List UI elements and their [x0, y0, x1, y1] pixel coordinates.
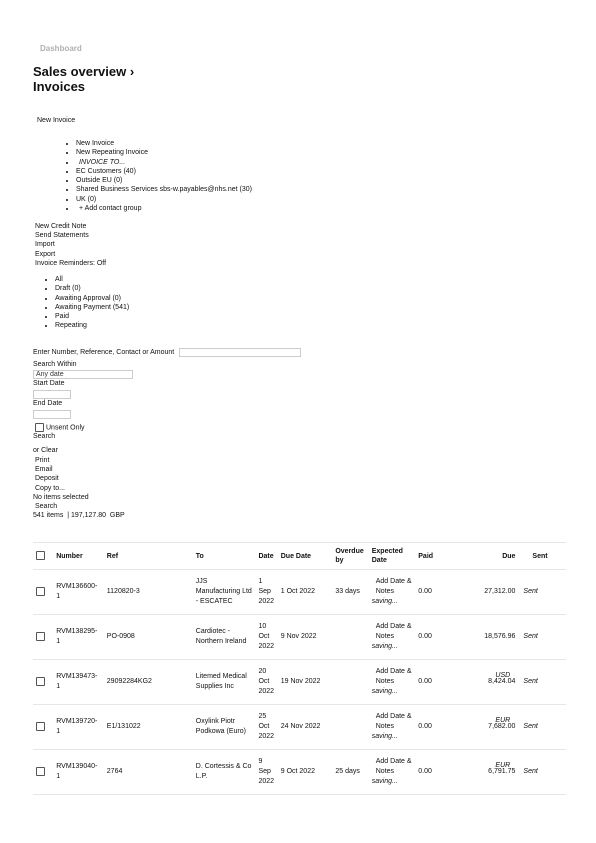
cell-due-date: 19 Nov 2022 — [278, 660, 333, 705]
cell-paid: 0.00 — [415, 660, 451, 705]
cell-due-date: 9 Nov 2022 — [278, 615, 333, 660]
row-select-cell[interactable] — [33, 615, 53, 660]
cell-overdue: 33 days — [332, 570, 368, 615]
cell-date: 10 Oct 2022 — [255, 615, 277, 660]
cell-date: 25 Oct 2022 — [255, 705, 277, 750]
cell-date: 20 Oct 2022 — [255, 660, 277, 705]
cell-overdue — [332, 705, 368, 750]
cell-expected-date — [369, 705, 416, 750]
cell-to[interactable]: Litemed Medical Supplies Inc — [193, 660, 256, 705]
cell-ref: 29092284KG2 — [104, 660, 193, 705]
sent-status: Sent — [523, 768, 538, 775]
col-overdue[interactable]: Overdue by — [332, 543, 368, 570]
cell-paid: 0.00 — [415, 615, 451, 660]
start-date-label: Start Date — [33, 380, 65, 387]
col-ref[interactable]: Ref — [104, 543, 193, 570]
table-row[interactable] — [33, 660, 566, 705]
action-2[interactable]: Send Statements — [35, 232, 89, 240]
add-date-notes-link[interactable]: Add Date & Notes — [375, 578, 412, 595]
saving-status: saving... — [371, 778, 398, 785]
cell-overdue — [332, 615, 368, 660]
cell-due-date: 24 Nov 2022 — [278, 705, 333, 750]
cell-date: 1 Sep 2022 — [255, 570, 277, 615]
search-button[interactable]: Search — [33, 433, 56, 440]
cell-due — [452, 750, 519, 795]
cell-number[interactable]: RVM139720-1 — [53, 705, 104, 750]
cell-to[interactable]: JJS Manufacturing Ltd - ESCATEC — [193, 570, 256, 615]
cell-overdue — [332, 660, 368, 705]
cell-ref: PO-0908 — [104, 615, 193, 660]
cell-paid: 0.00 — [415, 570, 451, 615]
cell-due — [452, 615, 519, 660]
add-date-notes-link[interactable]: Add Date & Notes — [375, 668, 412, 685]
cell-ref: 1120820-3 — [104, 570, 193, 615]
currency-code: EUR — [495, 762, 511, 769]
menu-item[interactable]: • Outside EU (0) — [76, 176, 252, 185]
bulk-action[interactable]: Email — [35, 466, 53, 474]
bulk-action[interactable]: Search — [35, 503, 58, 511]
due-amount: 8,424.04 — [488, 678, 516, 685]
saving-status: saving... — [371, 643, 398, 650]
end-date-label: End Date — [33, 400, 63, 407]
cell-due — [452, 570, 519, 615]
col-number[interactable]: Number — [53, 543, 104, 570]
due-amount: 18,576.96 — [484, 633, 516, 640]
bulk-action[interactable]: Copy to... — [35, 484, 65, 492]
action-5[interactable]: Invoice Reminders: Off — [35, 259, 107, 267]
unsent-only-checkbox[interactable] — [35, 423, 44, 432]
search-within-label: Search Within — [33, 361, 77, 368]
row-checkbox[interactable] — [36, 722, 45, 731]
select-all-cell[interactable] — [33, 543, 53, 570]
sent-status: Sent — [523, 633, 538, 640]
items-summary: 541 items | 197,127.80 GBP — [33, 512, 125, 519]
tab-item[interactable]: • All — [55, 275, 129, 284]
menu-item[interactable]: • New Invoice — [76, 139, 252, 148]
menu-item: • INVOICE TO... — [76, 158, 252, 167]
new-invoice-menu — [62, 139, 252, 213]
col-sent[interactable]: Sent — [518, 543, 566, 570]
cell-number[interactable]: RVM139473-1 — [53, 660, 104, 705]
row-checkbox[interactable] — [36, 677, 45, 686]
row-select-cell[interactable] — [33, 660, 53, 705]
cell-to[interactable]: Oxylink Piotr Podkowa (Euro) — [193, 705, 256, 750]
select-all-checkbox[interactable] — [36, 551, 45, 560]
clear-link[interactable]: or Clear — [33, 447, 58, 454]
row-select-cell[interactable] — [33, 570, 53, 615]
start-date-input[interactable] — [33, 390, 71, 399]
sent-status: Sent — [523, 588, 538, 595]
cell-number[interactable]: RVM139040-1 — [53, 750, 104, 795]
action-1[interactable]: New Credit Note — [35, 223, 87, 230]
cell-expected-date — [369, 660, 416, 705]
cell-date: 9 Sep 2022 — [255, 750, 277, 795]
bulk-action[interactable]: Print — [35, 457, 50, 464]
cell-to[interactable]: Cardiotec - Northern Ireland — [193, 615, 256, 660]
menu-item[interactable]: • New Repeating Invoice — [76, 148, 252, 157]
due-amount: 27,312.00 — [484, 588, 516, 595]
bulk-actions — [35, 456, 89, 511]
cell-due — [452, 660, 519, 705]
tab-item[interactable]: • Awaiting Approval (0) — [55, 294, 129, 303]
due-amount: 7,682.00 — [488, 723, 516, 730]
cell-ref: 2764 — [104, 750, 193, 795]
cell-paid: 0.00 — [415, 750, 451, 795]
menu-item[interactable]: • EC Customers (40) — [76, 167, 252, 176]
action-3[interactable]: Import — [35, 241, 55, 249]
menu-item[interactable]: • Shared Business Services sbs-w.payables@nhs.net (30) — [76, 185, 252, 194]
page-title: Sales overview › Invoices — [33, 64, 135, 94]
currency-code: USD — [495, 672, 511, 679]
sent-status: Sent — [523, 723, 538, 730]
menu-item[interactable]: • UK (0) — [76, 195, 252, 204]
cell-expected-date — [369, 750, 416, 795]
col-due-date[interactable]: Due Date — [278, 543, 333, 570]
new-invoice-button[interactable]: New Invoice — [37, 117, 76, 124]
col-date[interactable]: Date — [255, 543, 277, 570]
due-amount: 6,791.75 — [488, 768, 516, 775]
row-checkbox[interactable] — [36, 767, 45, 776]
col-paid[interactable]: Paid — [415, 543, 451, 570]
cell-number[interactable]: RVM136600-1 — [53, 570, 104, 615]
status-tabs — [41, 275, 129, 331]
sent-status: Sent — [523, 678, 538, 685]
table-row[interactable] — [33, 615, 566, 660]
cell-sent — [518, 570, 566, 615]
search-input[interactable] — [179, 348, 301, 357]
table-row[interactable] — [33, 570, 566, 615]
cell-expected-date — [369, 615, 416, 660]
end-date-input[interactable] — [33, 410, 71, 419]
cell-number[interactable]: RVM138295-1 — [53, 615, 104, 660]
unsent-only-toggle[interactable] — [35, 423, 85, 432]
cell-paid: 0.00 — [415, 705, 451, 750]
col-expected-date[interactable]: Expected Date — [369, 543, 416, 570]
search-label: Enter Number, Reference, Contact or Amount — [33, 349, 175, 356]
row-select-cell[interactable] — [33, 705, 53, 750]
search-within-select[interactable]: Any date — [33, 370, 133, 379]
row-select-cell[interactable] — [33, 750, 53, 795]
saving-status: saving... — [371, 598, 398, 605]
breadcrumb[interactable]: Dashboard — [40, 44, 82, 53]
menu-item[interactable]: • + Add contact group — [76, 204, 252, 213]
col-due[interactable]: Due — [452, 543, 519, 570]
add-date-notes-link[interactable]: Add Date & Notes — [375, 758, 412, 775]
add-date-notes-link[interactable]: Add Date & Notes — [375, 623, 412, 640]
table-row[interactable] — [33, 705, 566, 750]
saving-status: saving... — [371, 733, 398, 740]
tab-item[interactable]: • Draft (0) — [55, 284, 129, 293]
cell-due-date: 1 Oct 2022 — [278, 570, 333, 615]
cell-overdue: 25 days — [332, 750, 368, 795]
invoices-table — [33, 542, 566, 795]
tab-item[interactable]: • Paid — [55, 312, 129, 321]
row-checkbox[interactable] — [36, 587, 45, 596]
cell-to[interactable]: D. Cortessis & Co L.P. — [193, 750, 256, 795]
cell-expected-date — [369, 570, 416, 615]
col-to[interactable]: To — [193, 543, 256, 570]
tab-item[interactable]: • Awaiting Payment (541) — [55, 303, 129, 312]
cell-sent — [518, 615, 566, 660]
row-checkbox[interactable] — [36, 632, 45, 641]
add-date-notes-link[interactable]: Add Date & Notes — [375, 713, 412, 730]
action-4[interactable]: Export — [35, 250, 56, 258]
table-header-row — [33, 543, 566, 570]
cell-due — [452, 705, 519, 750]
saving-status: saving... — [371, 688, 398, 695]
tab-item[interactable]: • Repeating — [55, 321, 129, 330]
cell-due-date: 9 Oct 2022 — [278, 750, 333, 795]
invoice-actions — [35, 222, 106, 268]
unsent-only-label: Unsent Only — [46, 424, 85, 432]
table-row[interactable] — [33, 750, 566, 795]
cell-ref: E1/131022 — [104, 705, 193, 750]
bulk-action: No items selected — [33, 493, 89, 501]
bulk-action[interactable]: Deposit — [35, 475, 59, 483]
currency-code: EUR — [495, 717, 511, 724]
